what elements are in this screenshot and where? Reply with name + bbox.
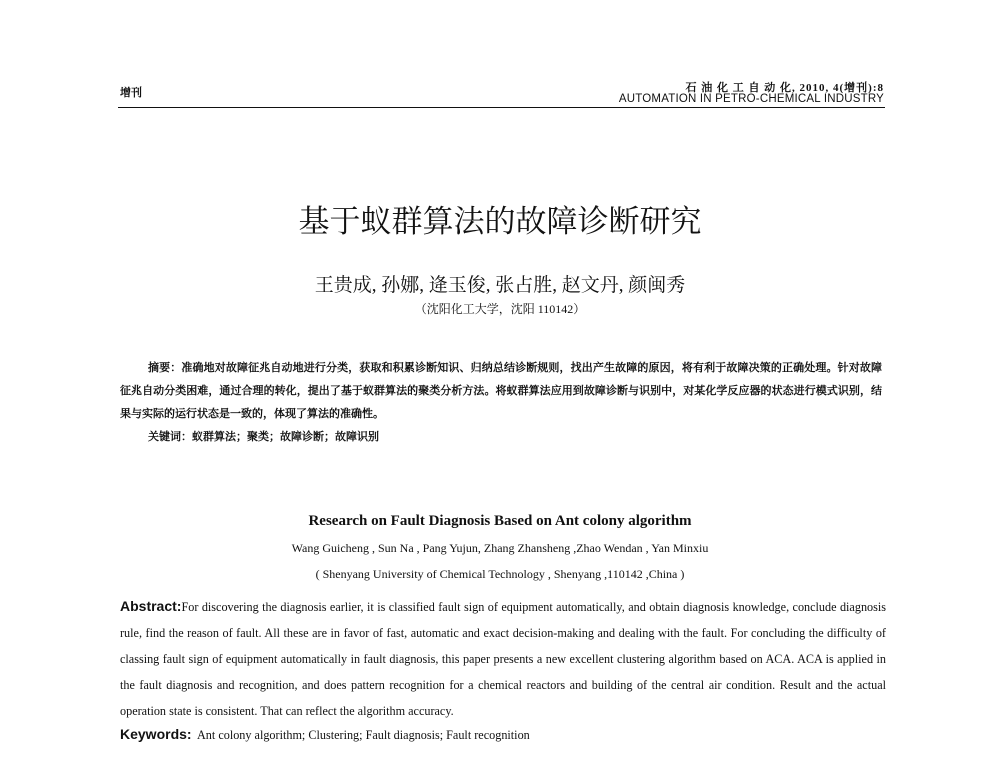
abstract-en-label: Abstract: <box>120 598 182 614</box>
paper-title: 基于蚁群算法的故障诊断研究 <box>298 204 702 239</box>
header-supplement-label: 增刊 <box>120 87 142 99</box>
header-journal-cn: 石 油 化 工 自 动 化, 2010, 4(增刊):8 <box>685 82 884 94</box>
keywords-en-text: Ant colony algorithm; Clustering; Fault diagnosis; Fault recognition <box>197 728 530 742</box>
paper-affiliation-en: ( Shenyang University of Chemical Technology , Shenyang ,110142 ,China ) <box>315 567 685 581</box>
abstract-cn-label: 摘要： <box>148 362 182 374</box>
header-rule <box>118 107 885 108</box>
abstract-cn <box>120 357 882 426</box>
header-journal-en: AUTOMATION IN PETRO-CHEMICAL INDUSTRY <box>618 93 884 105</box>
paper-authors-en: Wang Guicheng , Sun Na , Pang Yujun, Zhang Zhansheng ,Zhao Wendan , Yan Minxiu <box>291 541 709 555</box>
abstract-en-text: For discovering the diagnosis earlier, it is classified fault sign of equipment automatically, and obtain diagnosis knowledge, conclude diagnosis rule, find the reason of fault. All these are in favor of fast, automatic and exact decision-making and dealing with the fault. For concluding the difficulty of classing fault sign of equipment automatically in fault diagnosis, this paper presents a new excellent clustering algorithm based on ACA. ACA is applied in the fault diagnosis and recognition, and does pattern recognition for a chemical reactors and building of the central air condition. Result and the actual operation state is consistent. That can reflect the algorithm accuracy. <box>120 600 886 718</box>
paper-title-en: Research on Fault Diagnosis Based on Ant colony algorithm <box>308 513 692 529</box>
keywords-en <box>120 726 530 743</box>
paper-affiliation: （沈阳化工大学，沈阳 110142） <box>414 302 586 316</box>
keywords-cn <box>148 428 379 444</box>
paper-authors: 王贵成, 孙娜, 逄玉俊, 张占胜, 赵文丹, 颜闽秀 <box>314 275 686 296</box>
abstract-en <box>120 593 886 724</box>
keywords-cn-text: 蚁群算法；聚类；故障诊断；故障识别 <box>192 431 379 443</box>
keywords-cn-label: 关键词： <box>148 431 192 443</box>
abstract-cn-text: 准确地对故障征兆自动地进行分类，获取和积累诊断知识、归纳总结诊断规则，找出产生故障的原因，将有利于故障决策的正确处理。针对故障征兆自动分类困难，通过合理的转化，提出了基于蚁群算法的聚类分析方法。将蚁群算法应用到故障诊断与识别中，对某化学反应器的状态进行模式识别，结果与实际的运行状态是一致的，体现了算法的准确性。 <box>120 362 883 420</box>
keywords-en-label: Keywords: <box>120 726 192 742</box>
